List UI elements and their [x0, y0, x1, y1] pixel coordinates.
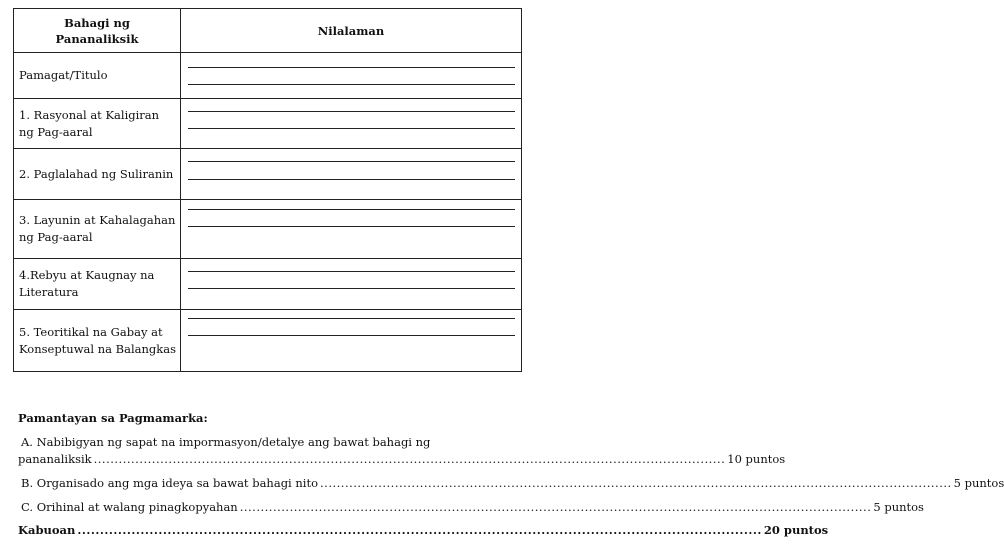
answer-line	[188, 209, 515, 210]
worksheet-table	[13, 8, 522, 372]
answer-lines[interactable]	[181, 149, 522, 200]
table-row	[14, 200, 522, 259]
answer-line	[188, 111, 515, 112]
answer-line	[188, 288, 515, 289]
answer-line	[188, 226, 515, 227]
answer-line	[188, 67, 515, 68]
criterion-c	[21, 499, 924, 516]
table-row	[14, 99, 522, 149]
row-label-rebyu: 4.Rebyu at Kaugnay na Literatura	[14, 259, 181, 310]
criterion-a-row	[18, 451, 786, 468]
criteria-total-row	[18, 522, 829, 539]
table-row	[14, 310, 522, 372]
header-bahagi: Bahagi ng Pananaliksik	[14, 9, 181, 53]
answer-line	[188, 84, 515, 85]
dot-leader: ........................................................................................................................................................	[320, 476, 952, 490]
total-points: 20 puntos	[763, 523, 829, 537]
dot-leader: ........................................................................................................................................................	[239, 500, 872, 514]
row-label-layunin: 3. Layunin at Kahalagahan ng Pag-aaral	[14, 200, 181, 259]
dot-leader: ........................................................................................................................................................	[77, 523, 762, 537]
answer-line	[188, 335, 515, 336]
table-row	[14, 53, 522, 99]
row-label-teoritikal: 5. Teoritikal na Gabay at Konseptuwal na Balangkas	[14, 310, 181, 372]
scoring-criteria	[13, 410, 1004, 539]
criteria-title: Pamantayan sa Pagmamarka:	[18, 411, 208, 425]
criterion-b	[21, 475, 1004, 492]
answer-lines[interactable]	[181, 200, 522, 259]
answer-line	[188, 128, 515, 129]
header-nilalaman: Nilalaman	[181, 9, 522, 53]
criterion-b-points: 5 puntos	[953, 476, 1004, 490]
answer-line	[188, 179, 515, 180]
criterion-b-text: B. Organisado ang mga ideya sa bawat bahagi nito	[21, 476, 319, 490]
criterion-c-text: C. Orihinal at walang pinagkopyahan	[21, 500, 238, 514]
criterion-a-text: A. Nabibigyan ng sapat na impormasyon/detalye ang bawat bahagi ng	[21, 435, 431, 449]
answer-lines[interactable]	[181, 53, 522, 99]
total-label: Kabuoan	[18, 523, 76, 537]
row-label-suliranin: 2. Paglalahad ng Suliranin	[14, 149, 181, 200]
row-label-rasyonal: 1. Rasyonal at Kaligiran ng Pag-aaral	[14, 99, 181, 149]
criterion-b-row	[21, 475, 1004, 492]
answer-line	[188, 318, 515, 319]
criterion-c-points: 5 puntos	[873, 500, 924, 514]
criteria-total	[18, 522, 829, 539]
table-row	[14, 259, 522, 310]
table-row	[14, 149, 522, 200]
answer-line	[188, 271, 515, 272]
criterion-a	[18, 434, 786, 468]
answer-lines[interactable]	[181, 310, 522, 372]
criterion-a-cont: pananaliksik	[18, 452, 92, 466]
row-label-pamagat: Pamagat/Titulo	[14, 53, 181, 99]
criterion-c-row	[21, 499, 924, 516]
answer-lines[interactable]	[181, 259, 522, 310]
criterion-a-points: 10 puntos	[727, 452, 786, 466]
dot-leader: ........................................................................................................................................................	[93, 452, 726, 466]
answer-lines[interactable]	[181, 99, 522, 149]
answer-line	[188, 161, 515, 162]
table-header-row	[14, 9, 522, 53]
